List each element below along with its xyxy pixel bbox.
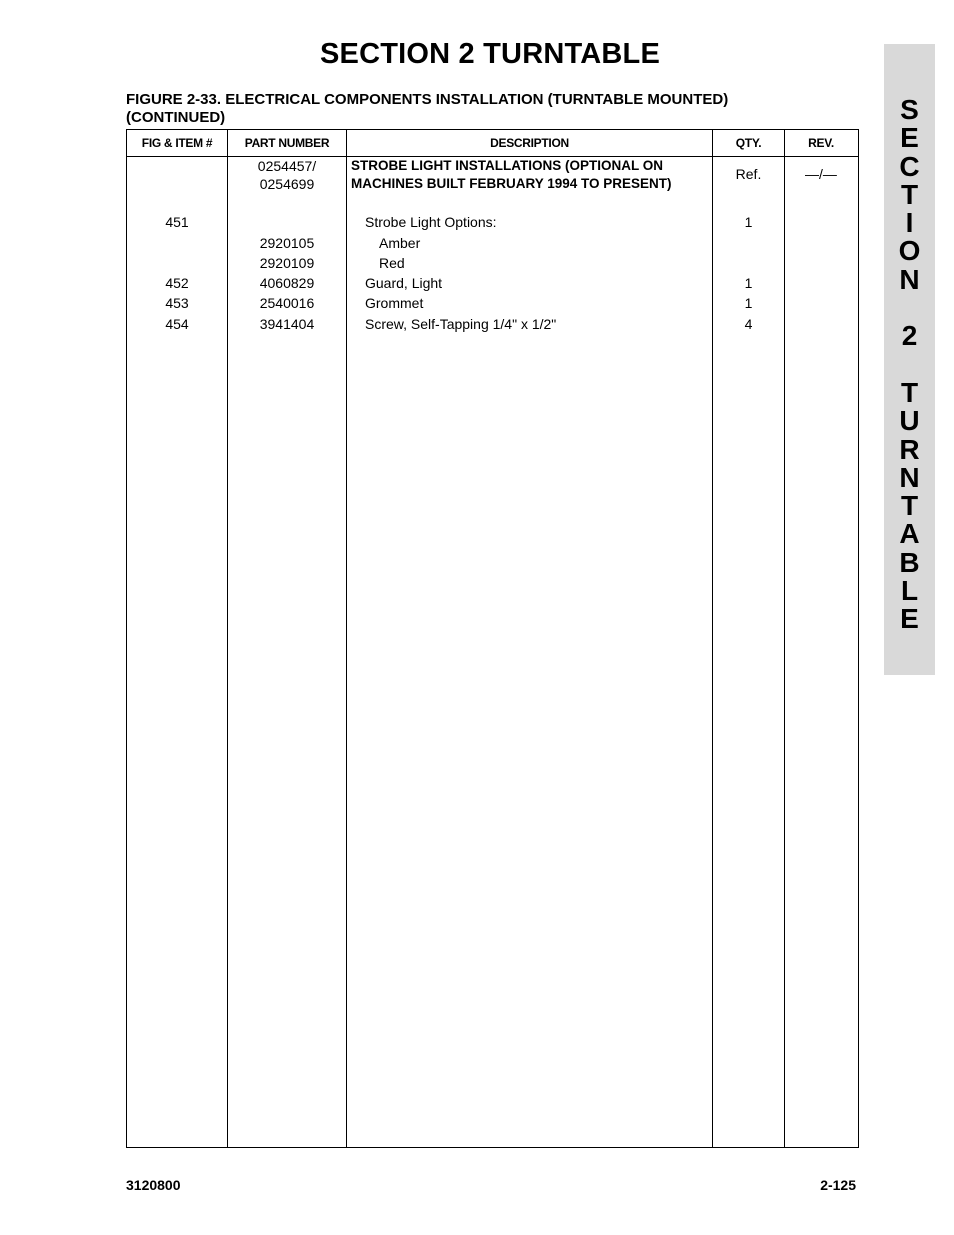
assembly-part-number-2: 0254699: [259, 176, 315, 192]
header-description: DESCRIPTION: [490, 136, 569, 150]
parts-table: [126, 129, 859, 1148]
row-qty: 1: [744, 214, 753, 230]
side-tab-letter: [884, 294, 935, 322]
table-row: [127, 213, 858, 233]
row-fig: 453: [165, 295, 189, 311]
side-tab-letter: I: [905, 207, 914, 239]
row-desc: Strobe Light Options:: [365, 214, 497, 230]
figure-title-line1: FIGURE 2-33. ELECTRICAL COMPONENTS INSTALLATION (TURNTABLE MOUNTED): [126, 91, 729, 108]
row-desc: Grommet: [365, 295, 424, 311]
side-tab-letter: N: [899, 461, 920, 493]
row-part: 2920105: [259, 235, 315, 251]
assembly-description-1: STROBE LIGHT INSTALLATIONS (OPTIONAL ON: [351, 158, 663, 173]
document-number: 3120800: [126, 1177, 181, 1193]
table-row: [127, 315, 858, 335]
row-part: 2540016: [259, 295, 315, 311]
row-desc: Screw, Self-Tapping 1/4" x 1/2": [365, 316, 557, 332]
row-qty: 1: [744, 295, 753, 311]
side-tab-letters: [884, 96, 935, 634]
page-title: SECTION 2 TURNTABLE: [320, 38, 660, 70]
assembly-rev: —/—: [805, 166, 837, 182]
header-fig-item: FIG & ITEM #: [141, 136, 213, 150]
side-tab-letter: R: [899, 433, 920, 465]
row-part: 4060829: [259, 275, 315, 291]
assembly-part-number-1: 0254457/: [257, 158, 317, 174]
row-qty: 1: [744, 275, 753, 291]
row-fig: 451: [165, 214, 189, 230]
side-tab-letter: U: [899, 405, 920, 437]
side-tab-letter: T: [900, 178, 919, 210]
row-qty: 4: [744, 316, 753, 332]
row-fig: 454: [165, 316, 189, 332]
side-tab-letter: [884, 351, 935, 379]
table-row: [127, 274, 858, 294]
page-number: 2-125: [820, 1177, 856, 1193]
section-side-tab: [884, 44, 935, 675]
side-tab-letter: B: [899, 546, 920, 578]
side-tab-letter: L: [900, 575, 919, 607]
side-tab-letter: C: [899, 150, 920, 182]
side-tab-letter: S: [900, 94, 919, 125]
header-part-number: PART NUMBER: [244, 136, 330, 150]
row-part: 3941404: [259, 316, 315, 332]
header-rev: REV.: [808, 136, 834, 150]
assembly-description-2: MACHINES BUILT FEBRUARY 1994 TO PRESENT): [351, 176, 672, 191]
side-tab-letter: E: [900, 122, 919, 154]
figure-title: [126, 91, 826, 127]
assembly-qty: Ref.: [735, 166, 762, 182]
row-desc: Amber: [379, 235, 421, 251]
figure-title-line2: (CONTINUED): [126, 109, 226, 126]
side-tab-letter: A: [899, 518, 920, 550]
row-part: 2920109: [259, 255, 315, 271]
table-row: [127, 294, 858, 314]
row-desc: Red: [379, 255, 405, 271]
row-fig: 452: [165, 275, 189, 291]
side-tab-letter: T: [900, 490, 919, 522]
table-row: [127, 254, 858, 274]
header-qty: QTY.: [735, 136, 762, 150]
side-tab-letter: O: [898, 235, 921, 267]
side-tab-letter: T: [900, 376, 919, 408]
side-tab-letter: E: [900, 603, 919, 635]
table-row: [127, 234, 858, 254]
side-tab-letter: 2: [901, 320, 918, 352]
side-tab-letter: N: [899, 263, 920, 295]
row-desc: Guard, Light: [365, 275, 443, 291]
